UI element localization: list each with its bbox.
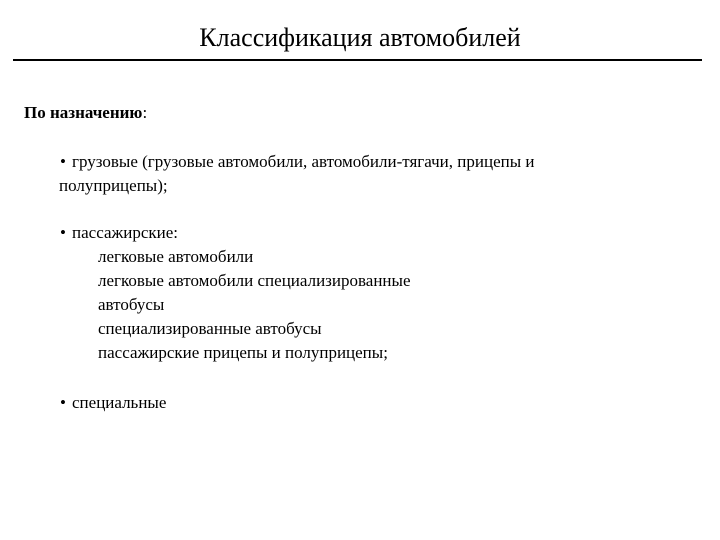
bullet-item-freight [60,150,535,198]
slide-title: Классификация автомобилей [199,23,521,52]
section-heading-label: По назначению [24,103,143,122]
section-heading [24,102,147,124]
sub-list-item: легковые автомобили [98,247,254,266]
sub-list [60,245,411,365]
section-heading-colon: : [142,103,148,122]
sub-list-item: пассажирские прицепы и полуприцепы; [98,343,388,362]
sub-list-item: специализированные автобусы [98,319,322,338]
bullet-text: пассажирские: [72,223,179,242]
bullet-item-passenger [60,221,411,365]
bullet-icon: • [60,223,66,242]
bullet-item-special [60,391,166,415]
sub-list-item: легковые автомобили специализированные [98,271,411,290]
title-divider [13,59,702,61]
bullet-text: грузовые (грузовые автомобили, автомобили-тягачи, прицепы и [72,152,535,171]
bullet-text-continuation: полуприцепы); [59,176,168,195]
bullet-icon: • [60,393,66,412]
bullet-icon: • [60,152,66,171]
sub-list-item: автобусы [98,295,165,314]
bullet-text: специальные [72,393,167,412]
